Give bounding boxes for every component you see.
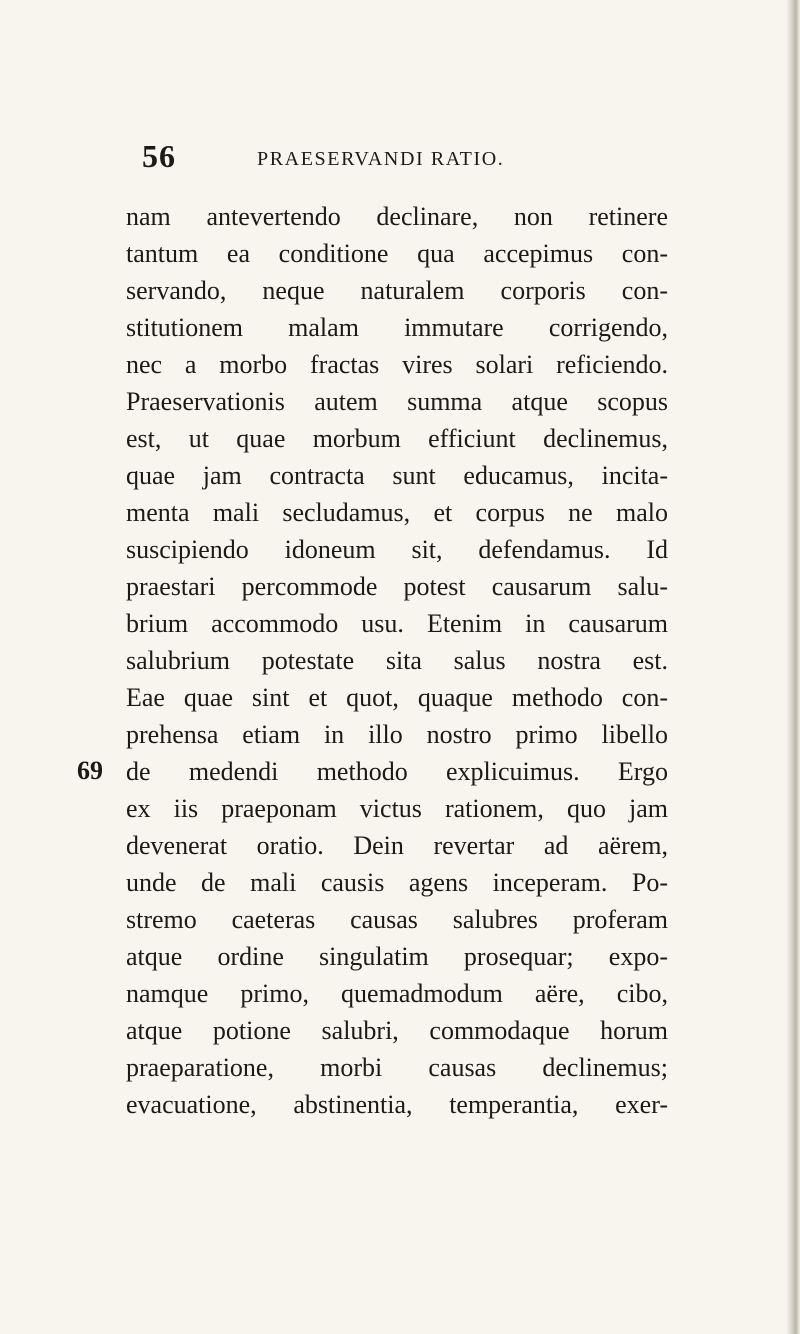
text-line: stitutionem malam immutare corrigendo, <box>126 313 668 342</box>
text-line: atque potione salubri, commodaque horum <box>126 1016 668 1045</box>
running-head: PRAESERVANDI RATIO. <box>257 148 505 170</box>
text-line: nam antevertendo declinare, non retinere <box>126 202 668 231</box>
text-line: stremo caeteras causas salubres proferam <box>126 905 668 934</box>
page-number: 56 <box>142 138 176 174</box>
text-line: tantum ea conditione qua accepimus con- <box>126 239 668 268</box>
body-text <box>126 198 668 1123</box>
text-line: Praeservationis autem summa atque scopus <box>126 387 668 416</box>
text-line: evacuatione, abstinentia, temperantia, exer- <box>126 1090 668 1119</box>
text-line: prehensa etiam in illo nostro primo libello <box>126 720 668 749</box>
text-line: atque ordine singulatim prosequar; expo- <box>126 942 668 971</box>
text-line: praeparatione, morbi causas declinemus; <box>126 1053 668 1082</box>
page-edge-shadow <box>786 0 800 1334</box>
text-line: quae jam contracta sunt educamus, incita- <box>126 461 668 490</box>
text-line: nec a morbo fractas vires solari reficiendo. <box>126 350 668 379</box>
text-line: namque primo, quemadmodum aëre, cibo, <box>126 979 668 1008</box>
text-line: salubrium potestate sita salus nostra est. <box>126 646 668 675</box>
text-line: suscipiendo idoneum sit, defendamus. Id <box>126 535 668 564</box>
text-line: praestari percommode potest causarum salu- <box>126 572 668 601</box>
margin-page-number: 69 <box>77 756 103 785</box>
text-line: Eae quae sint et quot, quaque methodo con- <box>126 683 668 712</box>
text-line: est, ut quae morbum efficiunt declinemus, <box>126 424 668 453</box>
page-header <box>0 136 800 176</box>
text-line: menta mali secludamus, et corpus ne malo <box>126 498 668 527</box>
text-line: devenerat oratio. Dein revertar ad aërem, <box>126 831 668 860</box>
text-line: de medendi methodo explicuimus. Ergo <box>126 757 668 786</box>
text-line: ex iis praeponam victus rationem, quo jam <box>126 794 668 823</box>
text-line: brium accommodo usu. Etenim in causarum <box>126 609 668 638</box>
text-line: servando, neque naturalem corporis con- <box>126 276 668 305</box>
text-line: unde de mali causis agens inceperam. Po- <box>126 868 668 897</box>
